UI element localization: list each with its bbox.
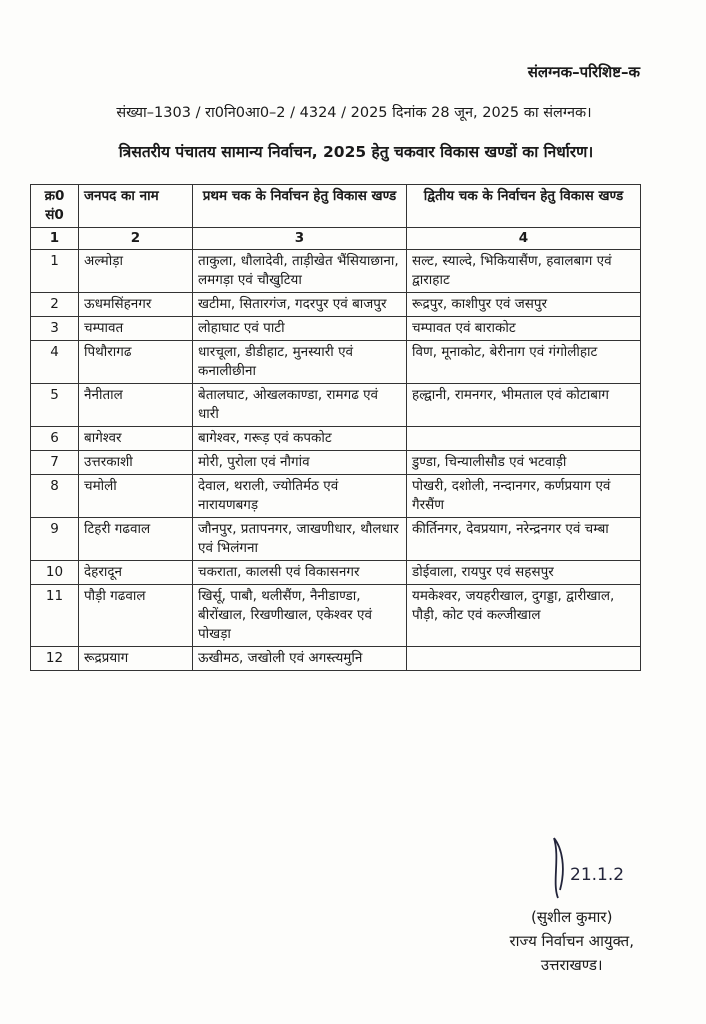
- header-serial: क्र0 सं0: [31, 185, 79, 228]
- phase2-cell: विण, मूनाकोट, बेरीनाग एवं गंगोलीहाट: [407, 341, 641, 384]
- column-number: 2: [79, 228, 193, 250]
- phase2-cell: डुण्डा, चिन्यालीसौड एवं भटवाड़ी: [407, 451, 641, 475]
- district-cell: चम्पावत: [79, 317, 193, 341]
- signatory-designation: राज्य निर्वाचन आयुक्त,: [509, 932, 634, 950]
- phase2-cell: कीर्तिनगर, देवप्रयाग, नरेन्द्रनगर एवं चम्बा: [407, 518, 641, 561]
- table-header-row: [31, 185, 641, 228]
- signatory-name: (सुशील कुमार): [531, 908, 613, 926]
- document-heading: त्रिसतरीय पंचातय सामान्य निर्वाचन, 2025 हेतु चकवार विकास खण्डों का निर्धारण।: [118, 143, 594, 161]
- phase1-cell: धारचूला, डीडीहाट, मुनस्यारी एवं कनालीछीना: [193, 341, 407, 384]
- phase1-cell: मोरी, पुरोला एवं नौगांव: [193, 451, 407, 475]
- column-number: 3: [193, 228, 407, 250]
- serial-cell: 5: [31, 384, 79, 427]
- district-cell: उत्तरकाशी: [79, 451, 193, 475]
- signatory-block: [509, 905, 634, 977]
- table-row: [31, 561, 641, 585]
- table-row: [31, 585, 641, 647]
- phase1-cell: ताकुला, धौलादेवी, ताड़ीखेत भैंसियाछाना, लमगड़ा एवं चौखुटिया: [193, 250, 407, 293]
- phase1-cell: बेतालघाट, ओखलकाण्डा, रामगढ एवं धारी: [193, 384, 407, 427]
- phase2-cell: पोखरी, दशोली, नन्दानगर, कर्णप्रयाग एवं गैरसैंण: [407, 475, 641, 518]
- district-cell: अल्मोड़ा: [79, 250, 193, 293]
- signatory-state: उत्तराखण्ड।: [540, 956, 603, 974]
- phase2-cell: डोईवाला, रायपुर एवं सहसपुर: [407, 561, 641, 585]
- table-row: [31, 518, 641, 561]
- phase2-cell: चम्पावत एवं बाराकोट: [407, 317, 641, 341]
- column-number: 4: [407, 228, 641, 250]
- table-row: [31, 475, 641, 518]
- phase1-cell: देवाल, थराली, ज्योतिर्मठ एवं नारायणबगड़: [193, 475, 407, 518]
- serial-cell: 12: [31, 647, 79, 671]
- annex-label: संलग्नक–परिशिष्ट–क: [527, 63, 640, 81]
- table-row: [31, 293, 641, 317]
- serial-cell: 3: [31, 317, 79, 341]
- district-cell: बागेश्वर: [79, 427, 193, 451]
- table-row: [31, 451, 641, 475]
- district-cell: ऊधमसिंहनगर: [79, 293, 193, 317]
- signature-mark-text: 21.1.2: [570, 865, 625, 885]
- district-cell: नैनीताल: [79, 384, 193, 427]
- phase1-cell: खटीमा, सितारगंज, गदरपुर एवं बाजपुर: [193, 293, 407, 317]
- phase2-cell: रूद्रपुर, काशीपुर एवं जसपुर: [407, 293, 641, 317]
- phase1-cell: ऊखीमठ, जखोली एवं अगस्त्यमुनि: [193, 647, 407, 671]
- serial-cell: 4: [31, 341, 79, 384]
- district-cell: चमोली: [79, 475, 193, 518]
- phase2-cell: [407, 427, 641, 451]
- signature-scribble: [540, 828, 650, 908]
- district-cell: देहरादून: [79, 561, 193, 585]
- serial-cell: 9: [31, 518, 79, 561]
- phase2-cell: यमकेश्वर, जयहरीखाल, दुगड्डा, द्वारीखाल, पौड़ी, कोट एवं कल्जीखाल: [407, 585, 641, 647]
- table-row: [31, 250, 641, 293]
- district-cell: पौड़ी गढवाल: [79, 585, 193, 647]
- serial-cell: 7: [31, 451, 79, 475]
- header-phase2: द्वितीय चक के निर्वाचन हेतु विकास खण्ड: [407, 185, 641, 228]
- table-row: [31, 427, 641, 451]
- serial-cell: 10: [31, 561, 79, 585]
- phase1-cell: बागेश्वर, गरूड़ एवं कपकोट: [193, 427, 407, 451]
- table-row: [31, 341, 641, 384]
- district-cell: रूद्रप्रयाग: [79, 647, 193, 671]
- phase1-cell: जौनपुर, प्रतापनगर, जाखणीधार, थौलधार एवं भिलंगना: [193, 518, 407, 561]
- phase2-cell: हल्द्वानी, रामनगर, भीमताल एवं कोटाबाग: [407, 384, 641, 427]
- district-cell: टिहरी गढवाल: [79, 518, 193, 561]
- phase1-cell: खिर्सू, पाबौ, थलीसैंण, नैनीडाण्डा, बीरोंखाल, रिखणीखाल, एकेश्वर एवं पोखड़ा: [193, 585, 407, 647]
- table-row: [31, 317, 641, 341]
- header-district: जनपद का नाम: [79, 185, 193, 228]
- allocation-table: [30, 184, 641, 671]
- table-row: [31, 384, 641, 427]
- header-phase1: प्रथम चक के निर्वाचन हेतु विकास खण्ड: [193, 185, 407, 228]
- serial-cell: 6: [31, 427, 79, 451]
- phase2-cell: [407, 647, 641, 671]
- column-number: 1: [31, 228, 79, 250]
- serial-cell: 2: [31, 293, 79, 317]
- phase2-cell: सल्ट, स्याल्दे, भिकियासैंण, हवालबाग एवं द्वाराहाट: [407, 250, 641, 293]
- serial-cell: 11: [31, 585, 79, 647]
- column-number-row: [31, 228, 641, 250]
- phase1-cell: चकराता, कालसी एवं विकासनगर: [193, 561, 407, 585]
- phase1-cell: लोहाघाट एवं पाटी: [193, 317, 407, 341]
- reference-line: संख्या–1303 / रा0नि0आ0–2 / 4324 / 2025 दिनांक 28 जून, 2025 का संलग्नक।: [116, 105, 592, 121]
- district-cell: पिथौरागढ: [79, 341, 193, 384]
- table-row: [31, 647, 641, 671]
- serial-cell: 8: [31, 475, 79, 518]
- serial-cell: 1: [31, 250, 79, 293]
